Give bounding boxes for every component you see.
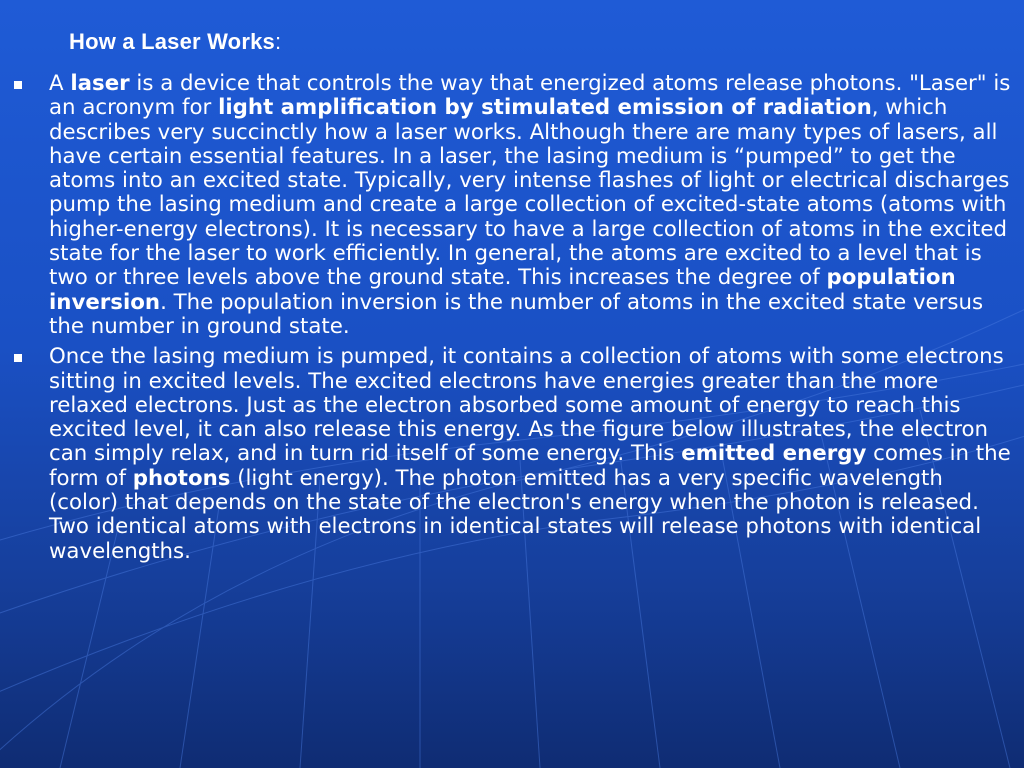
- text-run: Once the lasing medium is pumped, it contains a collection of atoms with some electrons sitting in excited levels. The excited electrons have energies greater than the more relaxed electrons. Just as the electron absorbed some amount of energy to reach this excited level, it can also release this energy. As the figure below illustrates, the electron can simply relax, and in turn rid itself of some energy. This: [49, 344, 1004, 467]
- square-bullet-icon: [14, 81, 22, 89]
- bold-term-photons: photons: [132, 465, 231, 491]
- bullet-list: [14, 72, 1014, 570]
- slide-title-colon: :: [274, 29, 282, 54]
- bold-term-acronym: light amplification by stimulated emission of radiation: [218, 95, 872, 121]
- bold-term-population-inversion: population inversion: [49, 265, 956, 315]
- text-run: A: [49, 71, 71, 96]
- text-run: is a device that controls the way that energized atoms release photons. "Laser" is an acronym for: [49, 71, 1011, 121]
- bullet-item: [14, 345, 1014, 564]
- square-bullet-icon: [14, 354, 22, 362]
- slide-title: [69, 29, 281, 55]
- slide-title-text: How a Laser Works: [69, 29, 275, 54]
- text-run: . The population inversion is the number of atoms in the excited state versus the number in ground state.: [49, 289, 984, 339]
- bullet-text: [49, 344, 1011, 563]
- text-run: (light energy). The photon emitted has a very specific wavelength (color) that depends on the state of the electron's energy when the photon is released. Two identical atoms with electrons in identical states will release photons with identical wavelengths.: [49, 465, 982, 564]
- text-run: comes in the form of: [49, 441, 1011, 491]
- bullet-text: [49, 71, 1010, 339]
- bold-term-laser: laser: [70, 71, 130, 96]
- bullet-item: [14, 72, 1014, 339]
- text-run: , which describes very succinctly how a laser works. Although there are many types of lasers, all have certain essential features. In a laser, the lasing medium is “pumped” to get the atoms into an excited state. Typically, very intense flashes of light or electrical discharges pump the lasing medium and create a large collection of excited-state atoms (atoms with higher-energy electrons). It is necessary to have a large collection of atoms in the excited state for the laser to work efficiently. In general, the atoms are excited to a level that is two or three levels above the ground state. This increases the degree of: [49, 95, 1010, 291]
- bold-term-emitted-energy: emitted energy: [681, 441, 867, 467]
